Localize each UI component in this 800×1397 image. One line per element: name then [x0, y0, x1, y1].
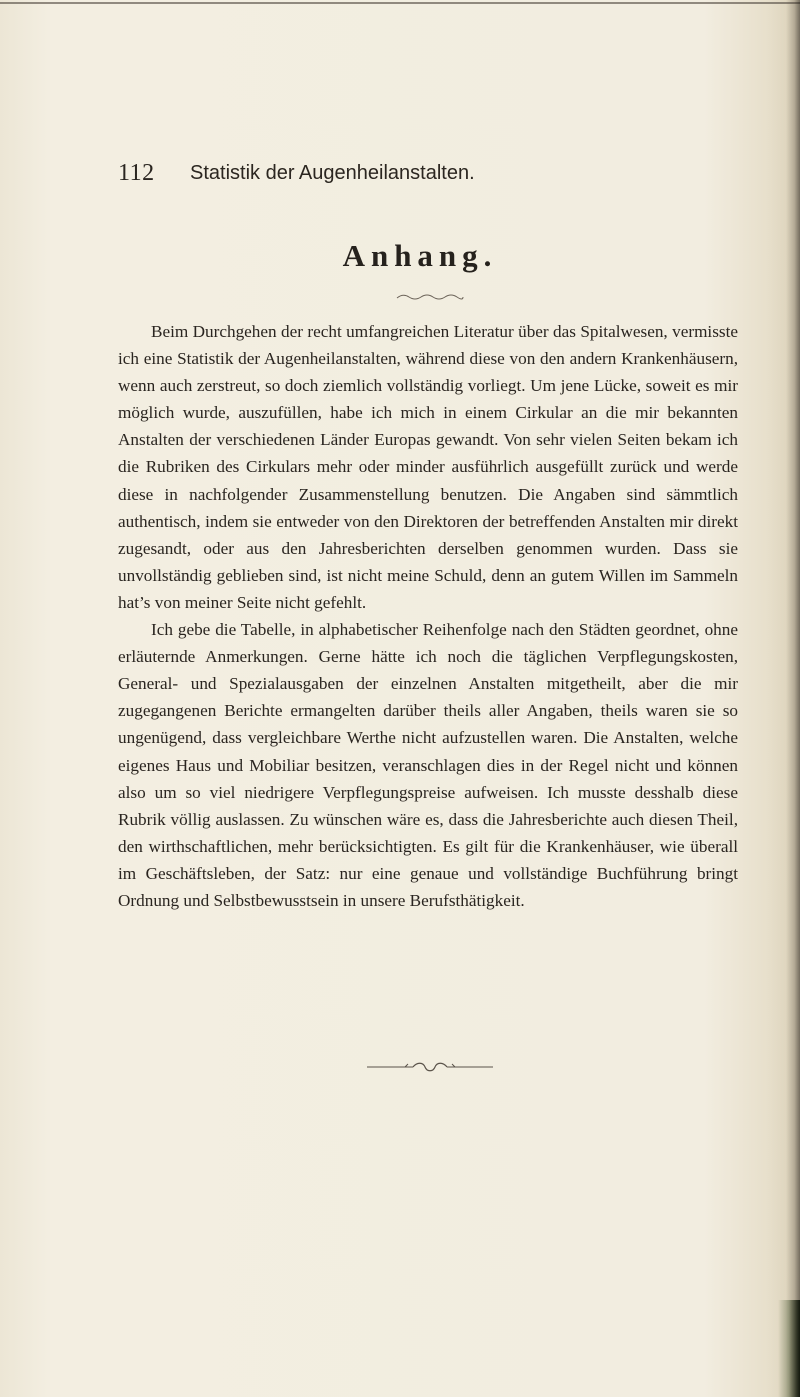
binding-shadow [778, 1300, 800, 1397]
page-edge-shadow [786, 0, 800, 1397]
top-edge-rule [0, 2, 800, 4]
paragraph-1: Beim Durchgehen der recht umfangreichen Literatur über das Spitalwesen, vermisste ich eine Statistik der Augenheilanstalten, während diese von den andern Krankenhäusern, wenn auch zerstreut, so doch ziemlich vollständig vorliegt. Um jene Lücke, soweit es mir möglich wurde, auszufüllen, habe ich mich in einem Cirkular an die mir bekannten Anstalten der verschiedenen Länder Europas gewandt. Von sehr vielen Seiten bekam ich die Rubriken des Cirkulars mehr oder minder ausführlich ausgefüllt zurück und werde diese in nachfolgender Zusammenstellung benutzen. Die Angaben sind sämmtlich authentisch, indem sie entweder von den Direktoren der betreffenden Anstalten mir direkt zugesandt, oder aus den Jahresberichten derselben genommen wurden. Dass sie unvollständig geblieben sind, ist nicht meine Schuld, denn an gutem Willen im Sammeln hat’s von meiner Seite nicht gefehlt. [118, 322, 738, 612]
page-header [118, 160, 600, 200]
wavy-rule-ornament [395, 292, 465, 302]
body-text [118, 318, 738, 914]
page-number: 112 [118, 160, 155, 186]
paragraph-2: Ich gebe die Tabelle, in alphabetischer Reihenfolge nach den Städten geordnet, ohne erläuternde Anmerkungen. Gerne hätte ich noch die täglichen Verpflegungskosten, General- und Spezialausgaben der einzelnen Anstalten mitgetheilt, aber die mir zugegangenen Berichte ermangelten darüber theils aller Angaben, theils waren sie so ungenügend, dass vergleichbare Werthe nicht aufzustellen waren. Die Anstalten, welche eigenes Haus und Mobiliar besitzen, veranschlagen dies in der Regel nicht und können also um so viel niedrigere Verpflegungspreise aufweisen. Ich musste desshalb diese Rubrik völlig auslassen. Zu wünschen wäre es, dass die Jahresberichte auch diesen Theil, den wirthschaftlichen, mehr berücksichtigten. Es gilt für die Krankenhäuser, wie überall im Geschäftsleben, der Satz: nur eine genaue und vollständige Buchführung bringt Ordnung und Selbstbewusstsein in unsere Berufsthätigkeit. [118, 620, 738, 910]
section-heading: Anhang. [342, 238, 498, 273]
running-title: Statistik der Augenheilanstalten. [190, 162, 475, 184]
closing-ornament [365, 1060, 495, 1074]
